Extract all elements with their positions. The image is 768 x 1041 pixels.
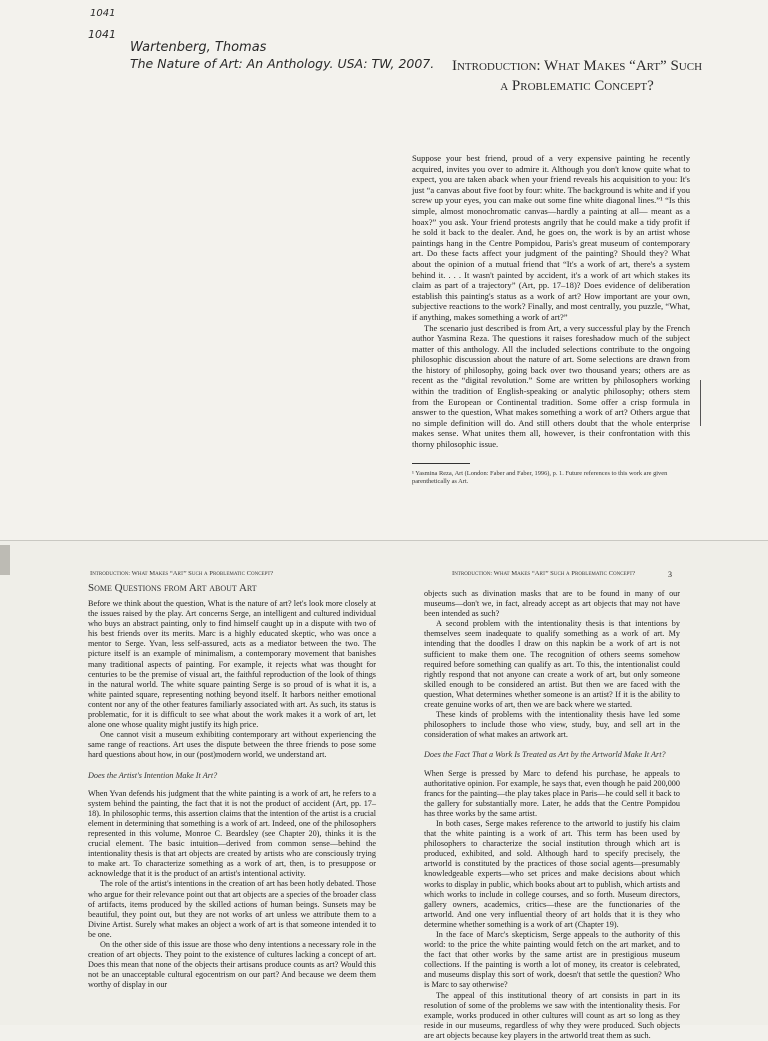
handwritten-call-number-2: 1041 — [88, 28, 116, 41]
body-paragraph: The role of the artist's intentions in the creation of art has been hotly debated. Those who argue for their relevance point out that art objects are a species of the broader class of artifacts, items produced by the skilled actions of human beings. Sunsets may be beautiful, they point out, but they are not works of art unless we attribute them to a Divine Artist. Surely what makes an object a work of art is that someone intended it to be one. — [88, 879, 376, 939]
intro-body — [412, 153, 690, 450]
body-paragraph: One cannot visit a museum exhibiting contemporary art without experiencing the same range of reactions. Art uses the dispute between the three friends to pose some hard questions about how, in our (post)modern world, we understand art. — [88, 730, 376, 760]
running-head-right: Introduction: What Makes “Art” Such a Problematic Concept? — [452, 570, 636, 577]
body-paragraph: These kinds of problems with the intentionality thesis have led some philosophers to include those who view, study, buy, and sell art in the consideration of what makes an artwork art. — [424, 710, 680, 740]
subsection-title: Does the Fact That a Work Is Treated as Art by the Artworld Make It Art? — [424, 750, 666, 760]
margin-pencil-mark — [700, 380, 701, 426]
right-column — [424, 589, 680, 1041]
handwritten-call-number: 1041 — [90, 8, 116, 19]
body-paragraph: When Serge is pressed by Marc to defend his purchase, he appeals to authoritative opinion. For example, he says that, even though he paid 200,000 francs for the painting—the play takes place in Paris—he could sell it back to the gallery for substantially more. Later, he adds that the Centre Pompidou has three works by the same artist. — [424, 768, 680, 818]
footnote: ¹ Yasmina Reza, Art (London: Faber and Faber, 1996), p. 1. Future references to this work are given parenthetically as Art. — [412, 470, 668, 485]
footnote-rule — [412, 463, 470, 464]
binding-edge — [0, 545, 10, 575]
intro-paragraph: Suppose your best friend, proud of a very expensive painting he recently acquired, invites you over to admire it. Although you don't know quite what to expect, you are taken aback when your friend reveals his acquisition to you: It's just “a canvas about five foot by four: white. The background is white and if you screw up your eyes, you can make out some fine white diagonal lines.”¹ “Is this simple, almost monochromatic canvas—hardly a painting at all— meant as a hoax?” you ask. Your friend protests angrily that he could make a tidy profit if he sold it back to the dealer. And, he goes on, the work is by an artist whose paintings hang in the Centre Pompidou, Paris's great museum of contemporary art. Do these facts affect your judgment of the painting? Should they? What about the opinion of a mutual friend that “It's a work of art, there's a system behind it. . . . It wasn't painted by accident, it's a work of art which stakes its claim as part of a trajectory” (Art, pp. 17–18)? Does evidence of deliberation establish this painting's status as a work of art? How important are your own, subjective reactions to the work? Finally, and most centrally, you puzzle, “What, if anything, makes something a work of art?” — [412, 153, 690, 322]
body-paragraph: In the face of Marc's skepticism, Serge appeals to the authority of this world: to the price the white painting would fetch on the art market, and to the fact that other works by the same artist are in prestigious museum collections. If the painting is worth a lot of money, its creator is celebrated, and museums display this sort of work, doesn't that settle the question? Who is Marc to say otherwise? — [424, 930, 680, 990]
body-paragraph: In both cases, Serge makes reference to the artworld to justify his claim that the white painting is a work of art. This term has been used by philosophers to characterize the social institution through which art is produced, exhibited, and sold. Although hard to specify precisely, the artworld is constituted by the practices of those social agents—presumably knowledgeable experts—who set prices and make decisions about which works to display in public, which books about art to publish, which artists and which works to include in college courses, and so forth. Museum directors, gallery owners, academics, critics—these are the functionaries of the artworld. And one very influential theory of art holds that it is they who determine whether something is a work of art (Chapter 19). — [424, 818, 680, 929]
running-head-left: Introduction: What Makes “Art” Such a Problematic Concept? — [90, 570, 274, 577]
body-paragraph: objects such as divination masks that are to be found in many of our museums—don't we, in fact, already accept as art objects that may not have been intended as such? — [424, 589, 680, 619]
intro-paragraph: The scenario just described is from Art, a very successful play by the French author Yasmina Reza. The questions it raises foreshadow much of the subject matter of this anthology. All the included selections contribute to the ongoing philosophic discussion about the nature of art. Some selections are drawn from the history of philosophy, going back over two thousand years; others are as recent as the “digital revolution.” Some are written by philosophers working within the tradition of English-speaking or analytic philosophy; others stem from the European or Continental tradition. Some offer a crisp formula in answer to the question, What makes something a work of art? Others argue that no simple definition will do. And still others doubt that the whole enterprise makes sense. What unites them all, however, is their confrontation with this thorny philosophic issue. — [412, 322, 690, 450]
page-number: 3 — [668, 570, 672, 579]
body-paragraph: When Yvan defends his judgment that the white painting is a work of art, he refers to a system behind the painting, the fact that it is not the product of accident (Art, pp. 17–18). In philosophic terms, this assertion claims that the intention of the artist is a crucial element in determining that something is a work of art. Indeed, one of the philosophers represented in this volume, Monroe C. Beardsley (see Chapter 20), thinks it is the crucial element. The basic intuition—derived from common sense—behind the intentionality thesis is that art objects are created by artists who are consciously trying to make art. To characterize something as a work of art, then, is to presuppose or acknowledge that it is the product of an artist's intentional activity. — [88, 788, 376, 879]
chapter-title-line-2: a Problematic Concept? — [500, 78, 654, 94]
body-paragraph: A second problem with the intentionality thesis is that intentions by themselves seem inadequate to qualify something as a work of art. My intending that the doodles I draw on this napkin be a work of art is not sufficient to make them one. The recognition of others seems somehow required before something can qualify as art. To this, the intentionalist could rightly respond that not anyone can create a work of art, but only someone skilled enough to be considered an artist. But then we are faced with the question, What determines whether someone is an artist? If it is the ability to create genuine works of art, then we are back where we started. — [424, 619, 680, 710]
subsection-title: Does the Artist's Intention Make It Art? — [88, 770, 218, 780]
body-paragraph: On the other side of this issue are those who deny intentions a necessary role in the creation of art objects. They point to the existence of cultures lacking a concept of art. Does this mean that none of the objects their artisans produce counts as art? Would this not be an unacceptable cultural egocentrism on our part? And because we deem them worthy of display in our — [88, 940, 376, 990]
handwritten-author: Wartenberg, Thomas — [130, 40, 267, 55]
chapter-title-line-1: Introduction: What Makes “Art” Such — [451, 58, 703, 74]
chapter-title — [412, 56, 742, 96]
body-paragraph: The appeal of this institutional theory of art consists in part in its resolution of some of the problems we saw with the intentionality thesis. For example, works produced in other cultures will count as art so long as they reside in our museums, regardless of why they were produced. Such objects are art objects because key players in the artworld treat them as such. — [424, 990, 680, 1040]
section-title: Some Questions from Art about Art — [88, 582, 257, 594]
handwritten-citation: The Nature of Art: An Anthology. USA: TW, 2007. — [130, 56, 435, 71]
body-paragraph: Before we think about the question, What is the nature of art? let's look more closely at the issues raised by the play. Art concerns Serge, an intelligent and cultured individual who buys an abstract painting, only to find himself caught up in a dispute with two of his best friends over its merits. Marc is a highly educated skeptic, who was once a mentor to Serge. Yvan, less self-assured, acts as a mediator between the two. The picture itself is an example of minimalism, a contemporary movement that banishes many traditional aspects of painting. For example, it rejects what was thought for centuries to be the premise of visual art, the faithful reproduction of the look of things in the natural world. The white square painting Serge is so proud of is what it is, a white painted square, representing nothing beyond itself. It harbors neither emotional content nor any of the other features familiarly associated with art. As such, its status is problematic, for it is difficult to see what about the work makes it a work of art, let alone one whose quality might justify its high price. — [88, 599, 376, 730]
left-column — [88, 582, 376, 990]
